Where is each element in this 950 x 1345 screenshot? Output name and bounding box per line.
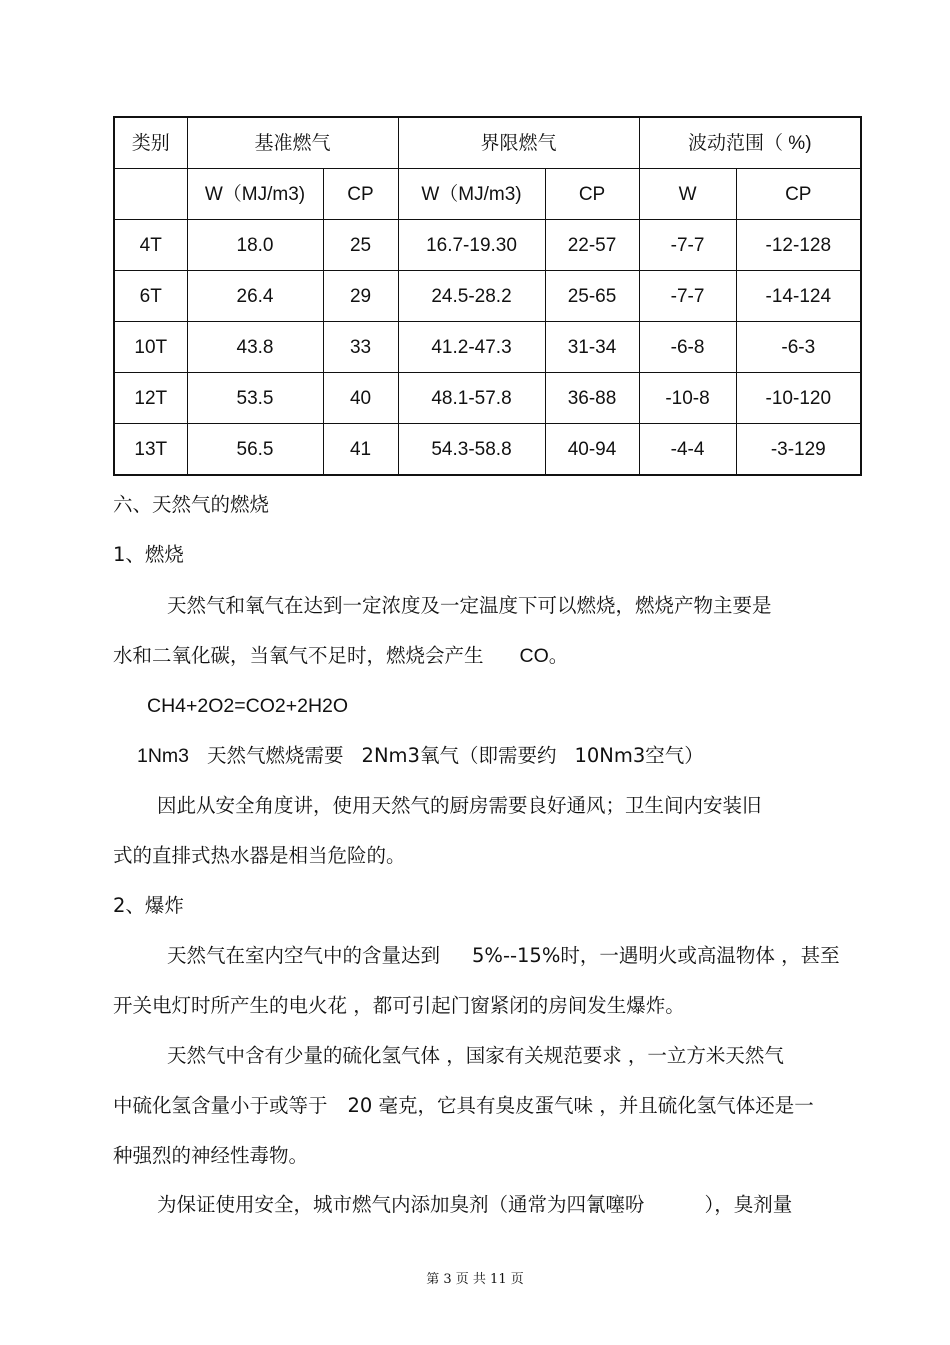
table-cell: 56.5 bbox=[187, 424, 323, 476]
subheader-cell: W（MJ/m3) bbox=[398, 169, 545, 220]
table-cell: 40 bbox=[323, 373, 398, 424]
text-span: 天然气在室内空气中的含量达到 bbox=[167, 944, 441, 967]
paragraph-line: 式的直排式热水器是相当危险的。 bbox=[113, 844, 406, 867]
header-cell: 波动范围（ %) bbox=[639, 117, 861, 169]
table-row bbox=[114, 373, 861, 424]
table-cell: 4T bbox=[114, 220, 187, 271]
table-cell: 10T bbox=[114, 322, 187, 373]
table-cell: 33 bbox=[323, 322, 398, 373]
table-cell: 25 bbox=[323, 220, 398, 271]
page-footer: 第 3 页 共 11 页 bbox=[426, 1272, 524, 1287]
table-cell: 13T bbox=[114, 424, 187, 476]
table-cell: 29 bbox=[323, 271, 398, 322]
section-title: 六、天然气的燃烧 bbox=[113, 493, 270, 516]
header-cell: 界限燃气 bbox=[398, 117, 639, 169]
text-span: 水和二氧化碳，当氧气不足时，燃烧会产生 bbox=[113, 644, 484, 667]
paragraph-line bbox=[113, 1096, 814, 1116]
subheader-cell: CP bbox=[323, 169, 398, 220]
text-span: 2Nm3氧气（即需要约 bbox=[361, 744, 557, 767]
text-span: 为保证使用安全，城市燃气内添加臭剂（通常为四氰噻吩 bbox=[157, 1193, 645, 1216]
table-cell: 41.2-47.3 bbox=[398, 322, 545, 373]
table-cell: 53.5 bbox=[187, 373, 323, 424]
table-header-row bbox=[114, 117, 861, 169]
table-cell: -3-129 bbox=[736, 424, 861, 476]
table-cell: -7-7 bbox=[639, 271, 736, 322]
table-cell: 31-34 bbox=[545, 322, 639, 373]
table-cell: 16.7-19.30 bbox=[398, 220, 545, 271]
header-cell: 类别 bbox=[114, 117, 187, 169]
table-cell: -7-7 bbox=[639, 220, 736, 271]
gas-parameter-table bbox=[113, 116, 862, 476]
subheader-cell: W（MJ/m3) bbox=[187, 169, 323, 220]
text-span: 10Nm3空气） bbox=[574, 744, 704, 767]
table-cell: 36-88 bbox=[545, 373, 639, 424]
table-cell: 18.0 bbox=[187, 220, 323, 271]
text-span: CO。 bbox=[519, 645, 569, 667]
text-span: 天然气燃烧需要 bbox=[207, 744, 344, 767]
table-cell: 6T bbox=[114, 271, 187, 322]
table-cell: -10-8 bbox=[639, 373, 736, 424]
table-subheader-row bbox=[114, 169, 861, 220]
text-span: 20 毫克，它具有臭皮蛋气味 ，并且硫化氢气体还是一 bbox=[347, 1094, 814, 1117]
table-cell: -10-120 bbox=[736, 373, 861, 424]
paragraph-line bbox=[157, 1195, 792, 1215]
paragraph-line bbox=[137, 746, 704, 767]
table-row bbox=[114, 424, 861, 476]
subsection-title-explosion: 2、爆炸 bbox=[113, 894, 184, 917]
paragraph-line: 天然气中含有少量的硫化氢气体 ，国家有关规范要求 ，一立方米天然气 bbox=[167, 1044, 784, 1067]
text-span: 1Nm3 bbox=[137, 745, 190, 767]
table-cell: 26.4 bbox=[187, 271, 323, 322]
subsection-title-combustion: 1、燃烧 bbox=[113, 543, 184, 566]
paragraph-line: 开关电灯时所产生的电火花 ，都可引起门窗紧闭的房间发生爆炸。 bbox=[113, 994, 685, 1017]
table-row bbox=[114, 322, 861, 373]
subheader-cell: W bbox=[639, 169, 736, 220]
table-cell: 54.3-58.8 bbox=[398, 424, 545, 476]
text-span: 5%--15%时，一遇明火或高温物体 ，甚至 bbox=[472, 944, 840, 967]
table-cell: 12T bbox=[114, 373, 187, 424]
paragraph-line: 种强烈的神经性毒物。 bbox=[113, 1144, 309, 1167]
header-cell: 基准燃气 bbox=[187, 117, 398, 169]
table-cell: 40-94 bbox=[545, 424, 639, 476]
table-cell: 24.5-28.2 bbox=[398, 271, 545, 322]
table-cell: 41 bbox=[323, 424, 398, 476]
paragraph-line: 天然气和氧气在达到一定浓度及一定温度下可以燃烧，燃烧产物主要是 bbox=[167, 594, 772, 617]
subheader-cell: CP bbox=[545, 169, 639, 220]
table-cell: -6-8 bbox=[639, 322, 736, 373]
table-cell: -12-128 bbox=[736, 220, 861, 271]
paragraph-line bbox=[113, 646, 568, 667]
table-cell: -14-124 bbox=[736, 271, 861, 322]
paragraph-line bbox=[167, 946, 840, 966]
table-row bbox=[114, 271, 861, 322]
subheader-cell bbox=[114, 169, 187, 220]
text-span: ），臭剂量 bbox=[704, 1193, 793, 1216]
table-cell: 22-57 bbox=[545, 220, 639, 271]
chemical-equation: CH4+2O2=CO2+2H2O bbox=[147, 695, 349, 717]
text-span: 中硫化氢含量小于或等于 bbox=[113, 1094, 328, 1117]
table-row bbox=[114, 220, 861, 271]
paragraph-line: 因此从安全角度讲，使用天然气的厨房需要良好通风；卫生间内安装旧 bbox=[157, 794, 762, 817]
table-cell: 43.8 bbox=[187, 322, 323, 373]
table-cell: 25-65 bbox=[545, 271, 639, 322]
table-cell: -6-3 bbox=[736, 322, 861, 373]
subheader-cell: CP bbox=[736, 169, 861, 220]
table-cell: 48.1-57.8 bbox=[398, 373, 545, 424]
table-cell: -4-4 bbox=[639, 424, 736, 476]
